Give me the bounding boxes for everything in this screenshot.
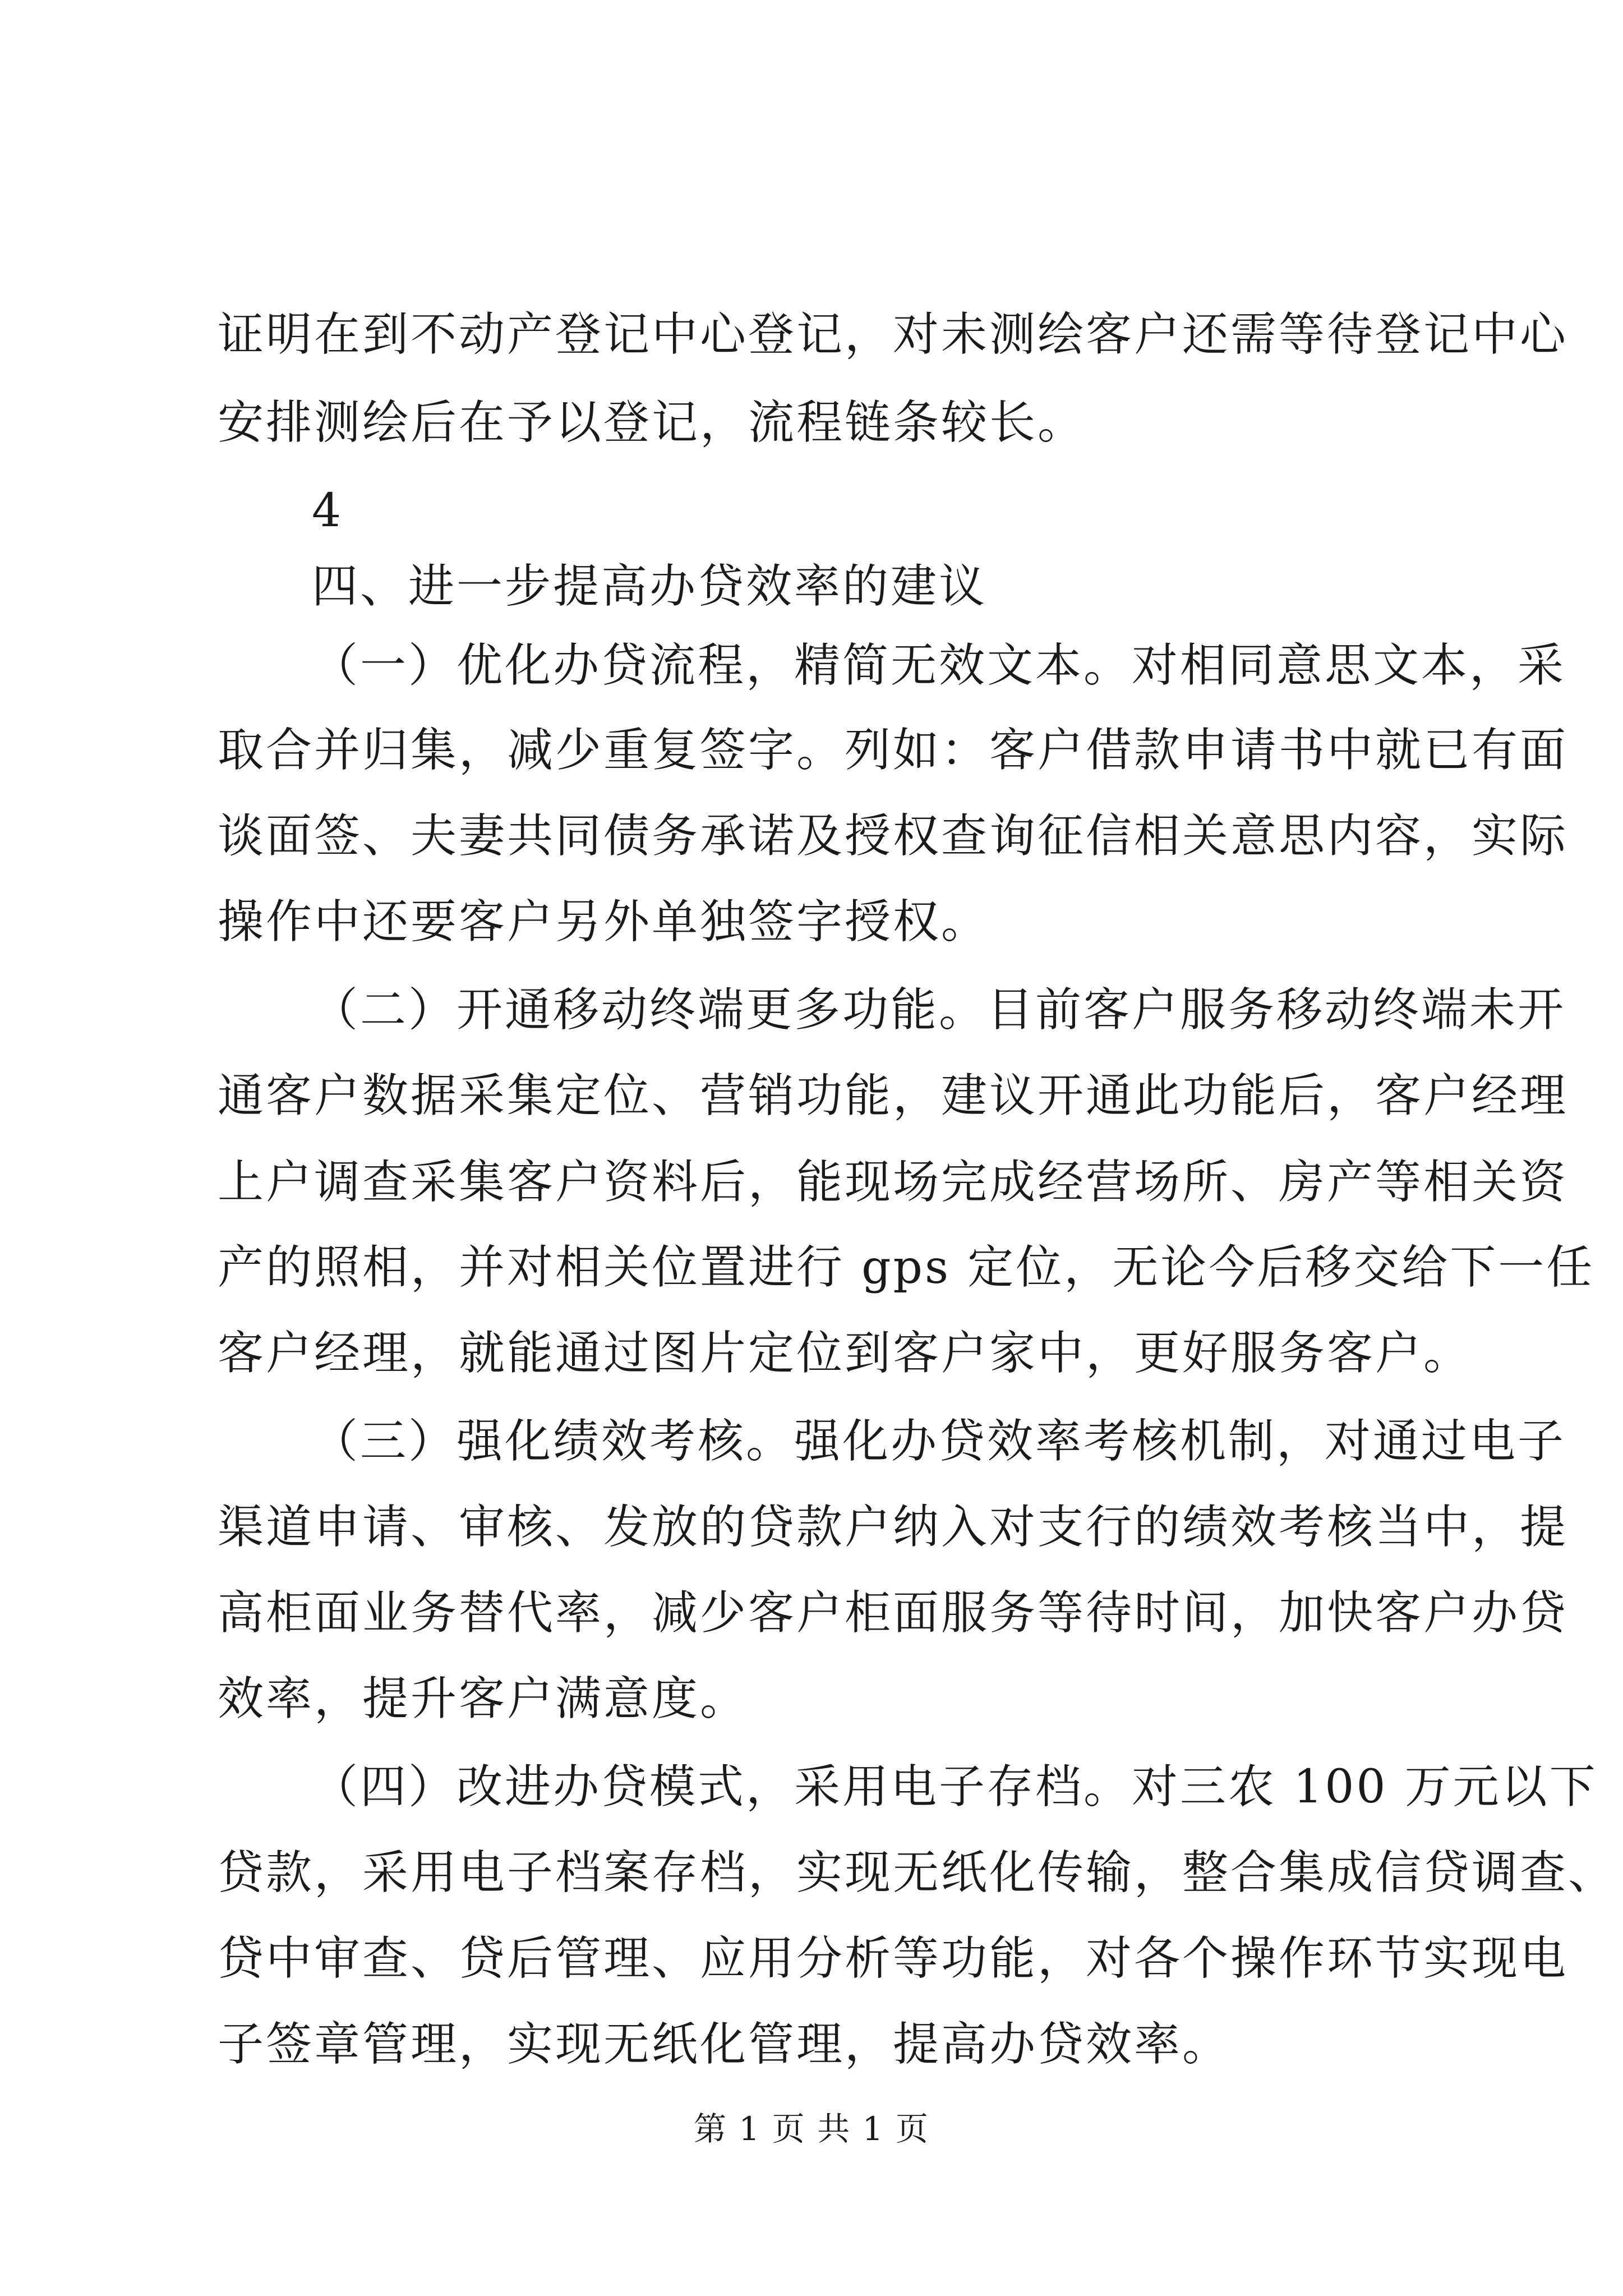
- paragraph-2-line: 通客户数据采集定位、营销功能，建议开通此功能后，客户经理: [218, 1069, 1569, 1122]
- paragraph-1-line: 取合并归集，减少重复签字。列如：客户借款申请书中就已有面: [218, 724, 1569, 777]
- paragraph-4-line: 子签章管理，实现无纸化管理，提高办贷效率。: [218, 2018, 1231, 2071]
- body-text-line: 证明在到不动产登记中心登记，对未测绘客户还需等待登记中心: [218, 308, 1569, 361]
- paragraph-1-line: （一）优化办贷流程，精简无效文本。对相同意思文本，采: [312, 639, 1566, 692]
- paragraph-4-line: 贷中审查、贷后管理、应用分析等功能，对各个操作环节实现电: [218, 1932, 1569, 1985]
- paragraph-1-line: 操作中还要客户另外单独签字授权。: [218, 895, 990, 949]
- paragraph-3-line: 高柜面业务替代率，减少客户柜面服务等待时间，加快客户办贷: [218, 1586, 1569, 1640]
- paragraph-4-line: 贷款，采用电子档案存档，实现无纸化传输，整合集成信贷调查、: [218, 1846, 1617, 1899]
- paragraph-3-line: 效率，提升客户满意度。: [218, 1672, 749, 1726]
- section-number: 4: [312, 484, 344, 537]
- paragraph-3-line: （三）强化绩效考核。强化办贷效率考核机制，对通过电子: [312, 1415, 1566, 1468]
- paragraph-2-line: （二）开通移动终端更多功能。目前客户服务移动终端未开: [312, 983, 1566, 1037]
- section-heading: 四、进一步提高办贷效率的建议: [312, 560, 988, 613]
- paragraph-2-line: 上户调查采集客户资料后，能现场完成经营场所、房产等相关资: [218, 1156, 1569, 1209]
- paragraph-4-line: （四）改进办贷模式，采用电子存档。对三农 100 万元以下: [312, 1760, 1598, 1814]
- paragraph-3-line: 渠道申请、审核、发放的贷款户纳入对支行的绩效考核当中，提: [218, 1501, 1569, 1554]
- body-text-line: 安排测绘后在予以登记，流程链条较长。: [218, 396, 1086, 449]
- page-footer: 第 1 页 共 1 页: [694, 2110, 929, 2148]
- paragraph-2-line: 客户经理，就能通过图片定位到客户家中，更好服务客户。: [218, 1327, 1472, 1380]
- paragraph-1-line: 谈面签、夫妻共同债务承诺及授权查询征信相关意思内容，实际: [218, 809, 1569, 863]
- paragraph-2-line: 产的照相，并对相关位置进行 gps 定位，无论今后移交给下一任: [218, 1241, 1595, 1294]
